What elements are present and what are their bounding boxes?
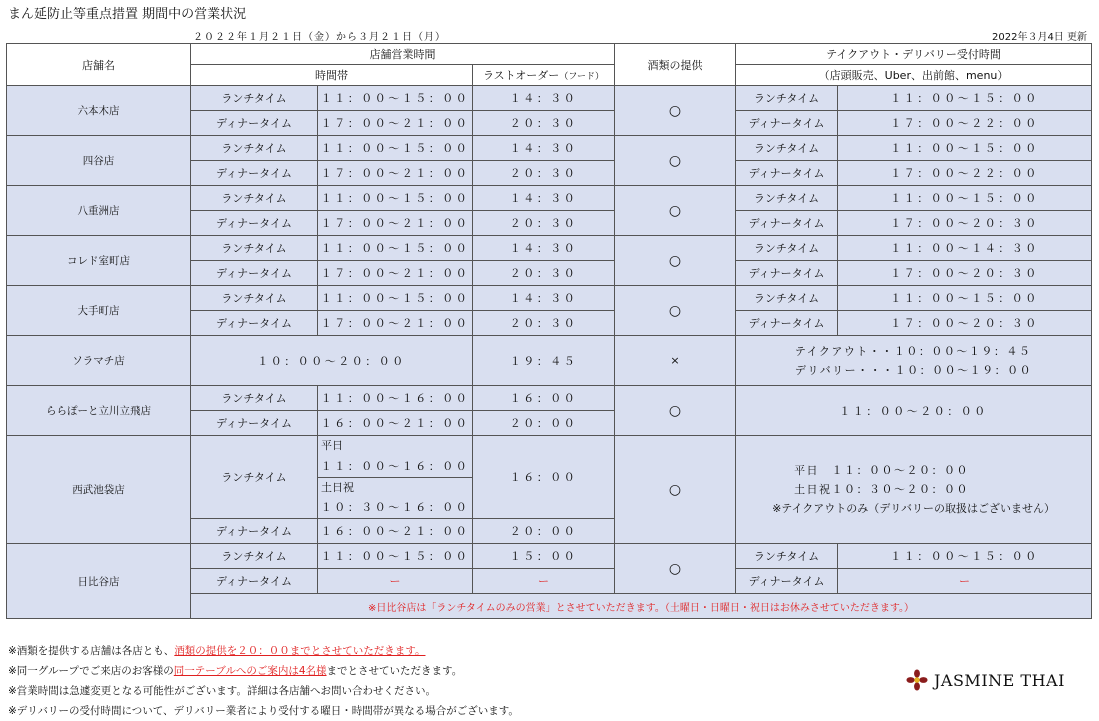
dinner-last-order: ２０：００: [473, 411, 615, 436]
table-row: [7, 544, 1092, 569]
alcohol-status: ○: [615, 436, 736, 544]
takeout-lunch-hours: １１：００〜１４：３０: [838, 236, 1092, 261]
slot-label: ランチタイム: [736, 286, 838, 311]
alcohol-status: ○: [615, 86, 736, 136]
updated-date: 2022年３月4日 更新: [992, 32, 1087, 43]
delivery-line: デリバリー・・・１０：００〜１９：００: [794, 363, 1033, 377]
lunch-hours: １１：００〜１５：００: [318, 544, 473, 569]
slot-label: ディナータイム: [736, 111, 838, 136]
alcohol-status: ○: [615, 286, 736, 336]
takeout-hours: [736, 436, 1092, 544]
note-delivery: ※デリバリーの受付時間について、デリバリー業者により受付する曜日・時間帯が異なる場合がございます。: [8, 705, 519, 717]
takeout-holiday: 土日祝１０：３０〜２０：００: [794, 483, 970, 496]
jasmine-flower-icon: [906, 669, 928, 691]
slot-label: ランチタイム: [191, 136, 318, 161]
takeout-lunch-hours: １１：００〜１５：００: [838, 86, 1092, 111]
last-order: １９：４５: [473, 336, 615, 386]
slot-label: ディナータイム: [736, 311, 838, 336]
slot-label: ランチタイム: [191, 86, 318, 111]
takeout-dinner-hours: ー: [838, 569, 1092, 594]
takeout-lunch-hours: １１：００〜１５：００: [838, 186, 1092, 211]
slot-label: ディナータイム: [191, 411, 318, 436]
table-row: [7, 136, 1092, 161]
lunch-last-order: １４：３０: [473, 186, 615, 211]
takeout-delivery-hours: [736, 336, 1092, 386]
slot-label: ディナータイム: [736, 211, 838, 236]
slot-label: ディナータイム: [191, 211, 318, 236]
takeout-weekday: 平日 １１：００〜２０：００: [794, 464, 970, 477]
dinner-hours: １７：００〜２１：００: [318, 161, 473, 186]
slot-label: ディナータイム: [191, 311, 318, 336]
page-title: まん延防止等重点措置 期間中の営業状況: [8, 7, 247, 22]
store-name: 六本木店: [7, 86, 191, 136]
slot-label: ランチタイム: [191, 236, 318, 261]
slot-label: ディナータイム: [191, 261, 318, 286]
slot-label: ディナータイム: [191, 161, 318, 186]
takeout-dinner-hours: １７：００〜２０：３０: [838, 211, 1092, 236]
slot-label: ディナータイム: [191, 569, 318, 594]
last-order-label: ラストオーダー: [482, 69, 560, 82]
takeout-dinner-hours: １７：００〜２２：００: [838, 111, 1092, 136]
hibiya-note: ※日比谷店は「ランチタイムのみの営業」とさせていただきます。（土曜日・日曜日・祝日はお休みさせていただきます。）: [191, 594, 1092, 619]
note-group-emphasis: 同一テーブルへのご案内は4名様: [173, 665, 327, 677]
table-row: [7, 236, 1092, 261]
header-takeout-group: テイクアウト・デリバリー受付時間: [736, 44, 1092, 65]
header-alcohol: 酒類の提供: [615, 44, 736, 86]
slot-label: ランチタイム: [736, 86, 838, 111]
note-alcohol-text: ※酒類を提供する店舗は各店とも、: [8, 645, 175, 657]
takeout-dinner-hours: １７：００〜２２：００: [838, 161, 1092, 186]
lunch-last-order: １４：３０: [473, 286, 615, 311]
dinner-hours: １７：００〜２１：００: [318, 111, 473, 136]
lunch-last-order: １４：３０: [473, 236, 615, 261]
dinner-last-order: ２０：３０: [473, 211, 615, 236]
slot-label: ランチタイム: [736, 136, 838, 161]
lunch-hours: １１：００〜１５：００: [318, 86, 473, 111]
alcohol-status: ○: [615, 136, 736, 186]
last-order-note: （フード）: [559, 72, 605, 82]
alcohol-status: ○: [615, 544, 736, 594]
store-hours: １０：００〜２０：００: [191, 336, 473, 386]
dinner-hours: １６：００〜２１：００: [318, 519, 473, 544]
takeout-line: テイクアウト・・１０：００〜１９：４５: [794, 344, 1032, 358]
period-text: ２０２２年１月２１日（金）から３月２１日（月）: [193, 32, 446, 43]
slot-label: ランチタイム: [191, 544, 318, 569]
header-last-order: [473, 65, 615, 86]
note-group-tail: までとさせていただきます。: [326, 665, 463, 677]
store-name: 八重洲店: [7, 186, 191, 236]
slot-label: ディナータイム: [736, 569, 838, 594]
slot-label: ランチタイム: [736, 236, 838, 261]
brand-logo: [906, 669, 1065, 691]
slot-label: ランチタイム: [191, 386, 318, 411]
takeout-lunch-hours: １１：００〜１５：００: [838, 136, 1092, 161]
takeout-lunch-hours: １１：００〜１５：００: [838, 544, 1092, 569]
note-alcohol-emphasis: 酒類の提供を２０：００までとさせていただきます。: [174, 645, 426, 657]
footnotes: [8, 641, 519, 721]
table-row: [7, 336, 1092, 386]
takeout-only-note: ※テイクアウトのみ（デリバリーの取扱はございません）: [772, 502, 1055, 515]
lunch-hours: １１：００〜１５：００: [318, 286, 473, 311]
alcohol-status: ×: [615, 336, 736, 386]
store-name: 大手町店: [7, 286, 191, 336]
lunch-hours: １１：００〜１５：００: [318, 236, 473, 261]
slot-label: ランチタイム: [736, 544, 838, 569]
dinner-hours: １６：００〜２１：００: [318, 411, 473, 436]
lunch-hours-split: [318, 436, 473, 519]
alcohol-status: ○: [615, 236, 736, 286]
dinner-hours: １７：００〜２１：００: [318, 211, 473, 236]
store-name: 四谷店: [7, 136, 191, 186]
takeout-lunch-hours: １１：００〜１５：００: [838, 286, 1092, 311]
note-group-text: ※同一グループでご来店のお客様の: [8, 665, 174, 677]
header-takeout-sub: （店頭販売、Uber、出前館、menu）: [736, 65, 1092, 86]
dinner-last-order: ２０：３０: [473, 161, 615, 186]
slot-label: ランチタイム: [736, 186, 838, 211]
table-row: [7, 186, 1092, 211]
lunch-last-order: １４：３０: [473, 136, 615, 161]
slot-label: ランチタイム: [191, 436, 318, 519]
store-name: コレド室町店: [7, 236, 191, 286]
store-name: 西武池袋店: [7, 436, 191, 544]
dinner-last-order: ー: [473, 569, 615, 594]
takeout-dinner-hours: １７：００〜２０：３０: [838, 311, 1092, 336]
weekday-hours: １１：００〜１６：００: [320, 460, 470, 473]
lunch-last-order: １５：００: [473, 544, 615, 569]
note-alcohol: [8, 641, 519, 661]
store-name: 日比谷店: [7, 544, 191, 619]
takeout-hours: １１：００〜２０：００: [736, 386, 1092, 436]
store-name: ららぽーと立川立飛店: [7, 386, 191, 436]
alcohol-status: ○: [615, 186, 736, 236]
brand-name: JASMINE THAI: [934, 670, 1065, 690]
dinner-last-order: ２０：００: [473, 519, 615, 544]
header-hours-group: 店舗営業時間: [191, 44, 615, 65]
table-row: [7, 386, 1092, 411]
store-name: ソラマチ店: [7, 336, 191, 386]
weekday-label: 平日: [321, 439, 343, 452]
lunch-hours: １１：００〜１５：００: [318, 186, 473, 211]
header-time-slot: 時間帯: [191, 65, 473, 86]
slot-label: ディナータイム: [191, 519, 318, 544]
header-store: 店舗名: [7, 44, 191, 86]
dinner-hours: １７：００〜２１：００: [318, 261, 473, 286]
lunch-last-order: １６：００: [473, 436, 615, 519]
takeout-dinner-hours: １７：００〜２０：３０: [838, 261, 1092, 286]
dinner-last-order: ２０：３０: [473, 261, 615, 286]
note-change: ※営業時間は急遽変更となる可能性がございます。詳細は各店舗へお問い合わせください。: [8, 685, 436, 697]
table-row: [7, 286, 1092, 311]
holiday-hours: １０：３０〜１６：００: [320, 501, 470, 514]
slot-label: ディナータイム: [191, 111, 318, 136]
slot-label: ランチタイム: [191, 286, 318, 311]
dinner-last-order: ２０：３０: [473, 311, 615, 336]
alcohol-status: ○: [615, 386, 736, 436]
table-row: [7, 436, 1092, 519]
lunch-last-order: １４：３０: [473, 86, 615, 111]
note-group: [8, 661, 519, 681]
dinner-last-order: ２０：３０: [473, 111, 615, 136]
dinner-hours: １７：００〜２１：００: [318, 311, 473, 336]
lunch-hours: １１：００〜１６：００: [318, 386, 473, 411]
slot-label: ディナータイム: [736, 261, 838, 286]
table-row: [7, 86, 1092, 111]
slot-label: ディナータイム: [736, 161, 838, 186]
slot-label: ランチタイム: [191, 186, 318, 211]
holiday-label: 土日祝: [318, 477, 472, 497]
lunch-last-order: １６：００: [473, 386, 615, 411]
lunch-hours: １１：００〜１５：００: [318, 136, 473, 161]
dinner-hours: ー: [318, 569, 473, 594]
hours-table: [6, 43, 1092, 619]
